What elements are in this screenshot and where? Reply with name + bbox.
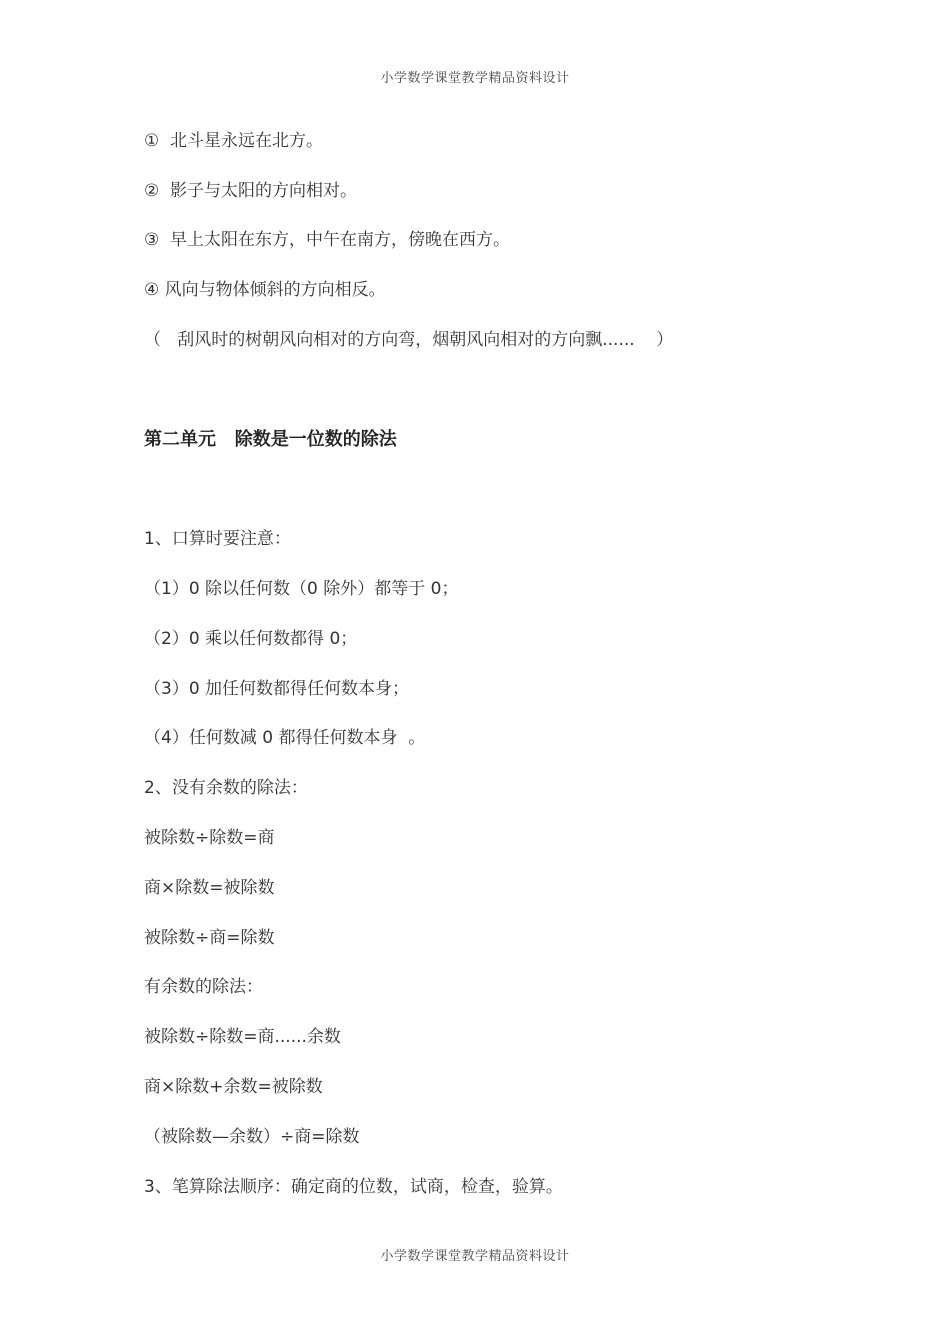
section-1-item-4: （4）任何数减 0 都得任何数本身 。 [144,728,426,748]
direction-tip-note: （ 刮风时的树朝风向相对的方向弯，烟朝风向相对的方向飘...... ） [144,330,674,350]
formula-3: 被除数÷商=除数 [144,928,275,948]
page-footer: 小学数学课堂教学精品资料设计 [380,1249,570,1264]
direction-tip-3: ③ 早上太阳在东方，中午在南方，傍晚在西方。 [144,230,511,250]
remainder-formula-1: 被除数÷除数=商......余数 [144,1027,341,1047]
unit-title: 第二单元 除数是一位数的除法 [144,429,397,450]
remainder-formula-2: 商×除数+余数=被除数 [144,1077,323,1097]
section-1-title: 1、口算时要注意： [144,529,291,549]
formula-1: 被除数÷除数=商 [144,828,275,848]
section-1-item-1: （1）0 除以任何数（0 除外）都等于 0； [144,579,459,599]
direction-tip-4: ④ 风向与物体倾斜的方向相反。 [144,280,386,300]
section-1-item-2: （2）0 乘以任何数都得 0； [144,629,358,649]
page-header: 小学数学课堂教学精品资料设计 [380,71,570,86]
remainder-title: 有余数的除法： [144,977,263,997]
section-3-title: 3、笔算除法顺序：确定商的位数，试商，检查，验算。 [144,1177,563,1197]
section-1-item-3: （3）0 加任何数都得任何数本身； [144,679,410,699]
section-2-title: 2、没有余数的除法： [144,778,308,798]
direction-tip-2: ② 影子与太阳的方向相对。 [144,181,358,201]
formula-2: 商×除数=被除数 [144,878,275,898]
direction-tip-1: ① 北斗星永远在北方。 [144,131,324,151]
remainder-formula-3: （被除数—余数）÷商=除数 [144,1127,360,1147]
